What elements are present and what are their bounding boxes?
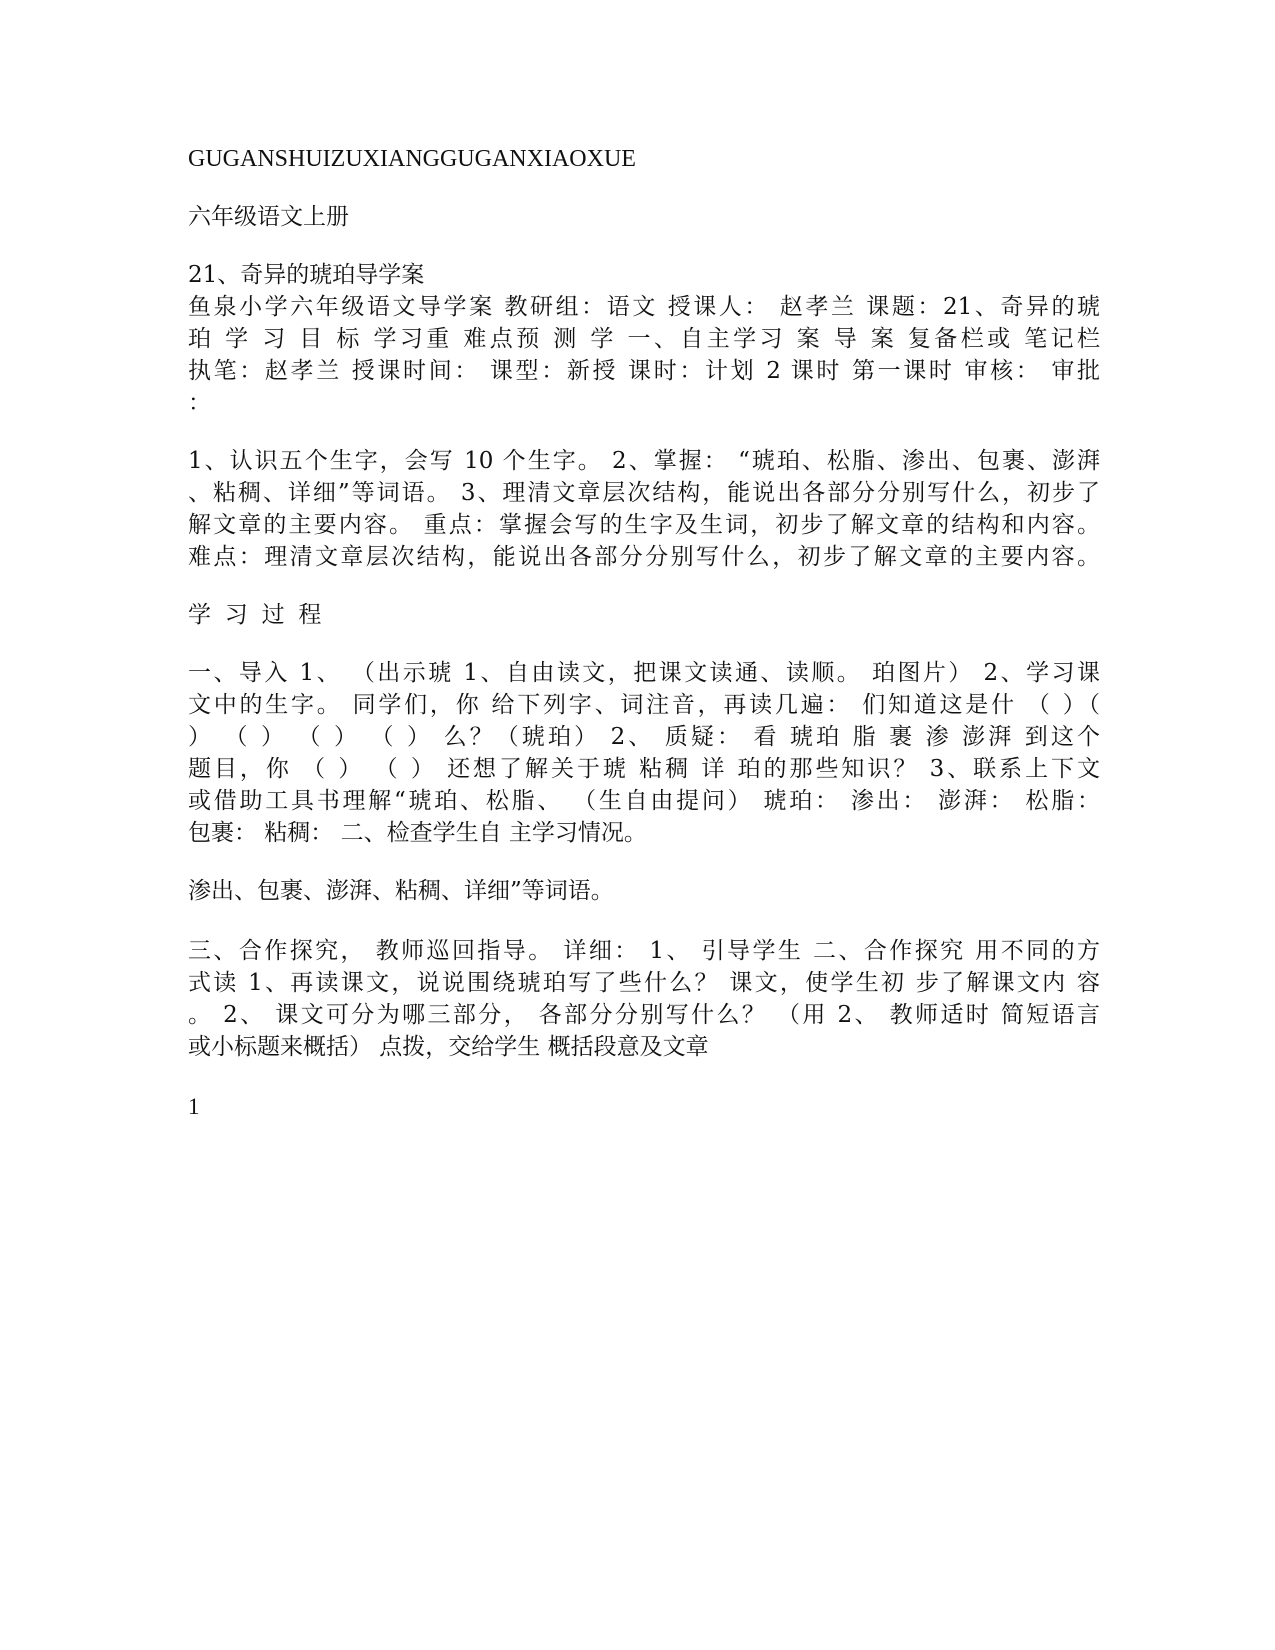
objectives-line: 难点：理清文章层次结构，能说出各部分分别写什么，初步了解文章的主要内容。 xyxy=(188,544,1100,570)
book-title: 六年级语文上册 xyxy=(188,204,349,230)
spacer xyxy=(188,233,1100,259)
process-line: 包裹： 粘稠： 二、检查学生自 主学习情况。 xyxy=(188,820,647,846)
vocab-line: 渗出、包裹、澎湃、粘稠、详细”等词语。 xyxy=(188,878,614,904)
process-line: ） （ ） （ ） （ ） 么？（琥珀） 2、 质疑： 看 琥珀 脂 裹 渗 澎湃 到这个 xyxy=(188,724,1100,750)
cooperation-line: 式读 1、再读课文，说说围绕琥珀写了些什么？ 课文，使学生初 步了解课文内 容 xyxy=(188,970,1100,996)
spacer xyxy=(188,907,1100,935)
info-block xyxy=(188,291,1100,419)
header-code: GUGANSHUIZUXIANGGUGANXIAOXUE xyxy=(188,146,636,172)
document-body xyxy=(188,143,1100,1063)
objectives-line: 、粘稠、详细”等词语。 3、理清文章层次结构，能说出各部分分别写什么，初步了 xyxy=(188,480,1100,506)
spacer xyxy=(188,573,1100,599)
cooperation-line: 或小标题来概括） 点拨，交给学生 概括段意及文章 xyxy=(188,1034,709,1060)
process-heading: 学习过程 xyxy=(188,602,336,628)
spacer xyxy=(188,631,1100,657)
info-line: 鱼泉小学六年级语文导学案 教研组：语文 授课人： 赵孝兰 课题：21、奇异的琥 xyxy=(188,294,1100,320)
process-line: 文中的生字。 同学们，你 给下列字、词注音，再读几遍： 们知道这是什 （ ）（ xyxy=(188,692,1100,718)
cooperation-line: 三、合作探究， 教师巡回指导。 详细： 1、 引导学生 二、合作探究 用不同的方 xyxy=(188,938,1100,964)
info-line: 执笔：赵孝兰 授课时间： 课型：新授 课时：计划 2 课时 第一课时 审核： 审批 xyxy=(188,358,1100,384)
process-line: 或借助工具书理解“琥珀、松脂、 （生自由提问） 琥珀： 渗出： 澎湃： 松脂： xyxy=(188,788,1100,814)
process-line: 题目，你 （ ） （ ） 还想了解关于琥 粘稠 详 珀的那些知识？ 3、联系上下文 xyxy=(188,756,1100,782)
objectives-line: 解文章的主要内容。 重点：掌握会写的生字及生词，初步了解文章的结构和内容。 xyxy=(188,512,1100,538)
cooperation-line: 。 2、 课文可分为哪三部分， 各部分分别写什么？ （用 2、 教师适时 简短语言 xyxy=(188,1002,1100,1028)
cooperation-block xyxy=(188,935,1100,1063)
spacer xyxy=(188,849,1100,875)
spacer xyxy=(188,175,1100,201)
info-line: ： xyxy=(188,390,211,416)
lesson-title: 21、奇异的琥珀导学案 xyxy=(188,262,425,288)
spacer xyxy=(188,419,1100,445)
process-line: 一、导入 1、 （出示琥 1、自由读文，把课文读通、读顺。 珀图片） 2、学习课 xyxy=(188,660,1100,686)
page-number: 1 xyxy=(188,1094,200,1119)
process-block xyxy=(188,657,1100,849)
info-line: 珀 学 习 目 标 学习重 难点预 测 学 一、自主学习 案 导 案 复备栏或 笔记栏 xyxy=(188,326,1100,352)
objectives-line: 1、认识五个生字，会写 10 个生字。 2、掌握： “琥珀、松脂、渗出、包裹、澎湃 xyxy=(188,448,1100,474)
objectives-block xyxy=(188,445,1100,573)
